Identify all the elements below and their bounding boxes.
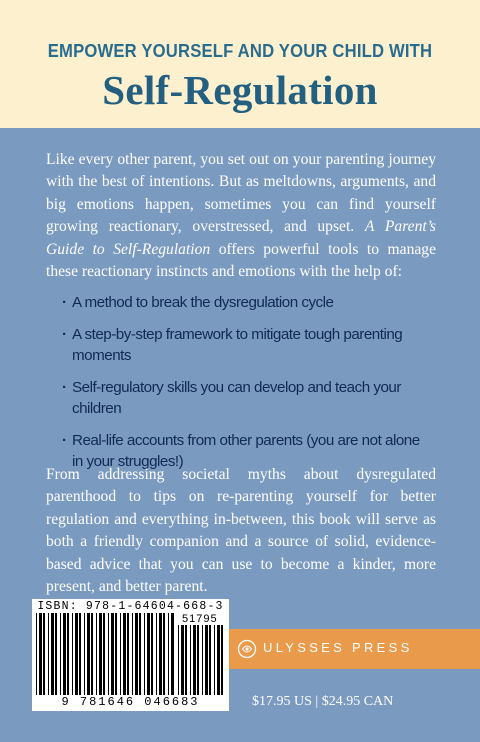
price-label: $17.95 US | $24.95 CAN: [252, 694, 394, 709]
isbn-barcode: [32, 599, 229, 711]
ulysses-press-logo-icon: [237, 639, 257, 659]
publisher-name: ULYSSES PRESS: [263, 640, 413, 655]
intro-text-end: offers powerful tools to manage these reactionary instincts and emotions with the help of:: [46, 240, 437, 281]
barcode-digits: 9 781646 046683: [61, 695, 200, 709]
feature-item: · Real-life accounts from other parents (you are not alone in your struggles!): [62, 430, 432, 472]
isbn-number: ISBN: 978-1-64604-668-3: [37, 600, 224, 613]
feature-list: [62, 292, 432, 483]
feature-item: · Self-regulatory skills you can develop and teach your children: [62, 377, 432, 419]
header-banner: [0, 0, 480, 128]
intro-book-title: A Parent’s Guide to Self-Regulation: [46, 218, 436, 258]
book-title-heading: Self-Regulation: [102, 67, 378, 113]
intro-text-start: Like every other parent, you set out on your parenting journey with the best of intentions. But as meltdowns, arguments, and big emotions happen, sometimes you can find yourself growing reactionary, overstressed, and upset.: [46, 151, 436, 236]
header-kicker: EMPOWER YOURSELF AND YOUR CHILD WITH: [47, 40, 433, 61]
feature-item: · A method to break the dysregulation cycle: [62, 292, 432, 313]
barcode-price-code: 51795: [182, 613, 218, 625]
intro-paragraph: [46, 149, 436, 283]
barcode-addon-bars: [178, 625, 224, 695]
publisher-band: [229, 629, 480, 669]
feature-item: · A step-by-step framework to mitigate tough parenting moments: [62, 324, 432, 366]
outro-paragraph: From addressing societal myths about dysregulated parenthood to tips on re-parenting yourself for better regulation and everything in-between, this book will serve as both a friendly companion and a source of solid, evidence-based advice that you can use to become a kinder, more present, and better parent.: [46, 466, 436, 596]
barcode-bars: [36, 613, 174, 695]
